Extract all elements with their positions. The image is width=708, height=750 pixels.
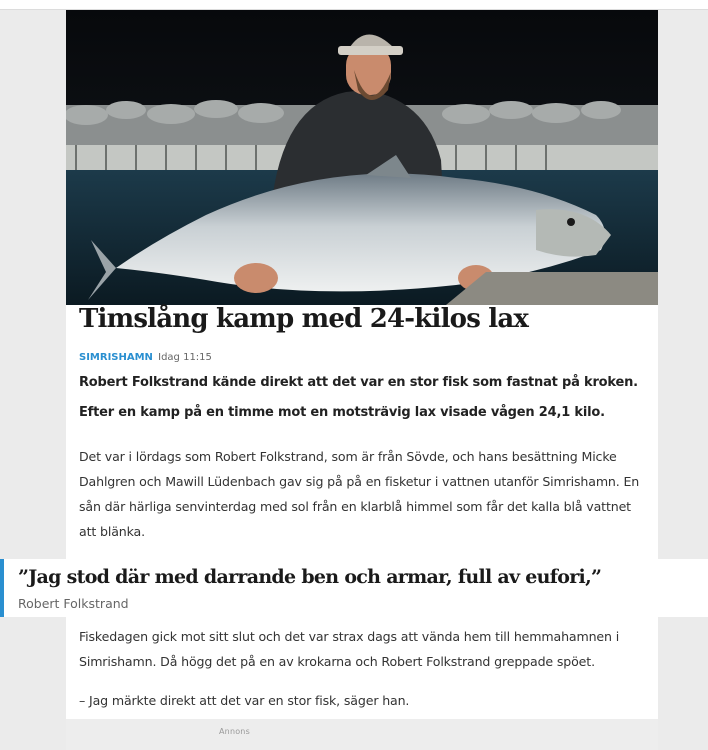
salmon-photo-illustration bbox=[66, 10, 658, 305]
article-meta bbox=[79, 351, 645, 365]
lead-paragraph: Efter en kamp på en timme mot en motsträvig lax visade vågen 24,1 kilo. bbox=[79, 405, 605, 420]
top-bar bbox=[0, 0, 708, 10]
body-paragraph: Det var i lördags som Robert Folkstrand, som är från Sövde, och hans besättning Micke Dahlgren och Mawill Lüdenbach gav sig på på en fisketur i vattnen utanför Simrishamn. En sån där härliga senvinterdag med sol från en klarblå himmel som får det kalla blå vattnet att blänka. bbox=[79, 449, 640, 539]
article-headline: Timslång kamp med 24-kilos lax bbox=[79, 304, 529, 334]
location-tag[interactable]: SIMRISHAMN bbox=[79, 352, 153, 363]
body-paragraph: Fiskedagen gick mot sitt slut och det var strax dags att vända hem till hemmahamnen i Simrishamn. Då högg det på en av krokarna och Robert Folkstrand greppade spöet. bbox=[79, 629, 620, 669]
hero-photo[interactable] bbox=[66, 10, 658, 305]
lead-paragraph: Robert Folkstrand kände direkt att det var en stor fisk som fastnat på kroken. bbox=[79, 375, 638, 390]
pull-quote bbox=[0, 559, 708, 617]
pull-quote-text: ”Jag stod där med darrande ben och armar, full av eufori,” bbox=[18, 566, 602, 588]
pull-quote-author: Robert Folkstrand bbox=[18, 596, 129, 611]
ad-label: Annons bbox=[219, 727, 250, 736]
body-paragraph: – Jag märkte direkt att det var en stor fisk, säger han. bbox=[79, 693, 410, 708]
publish-time: Idag 11:15 bbox=[158, 352, 212, 363]
quote-accent-bar bbox=[0, 559, 4, 617]
ad-slot[interactable] bbox=[66, 719, 658, 750]
